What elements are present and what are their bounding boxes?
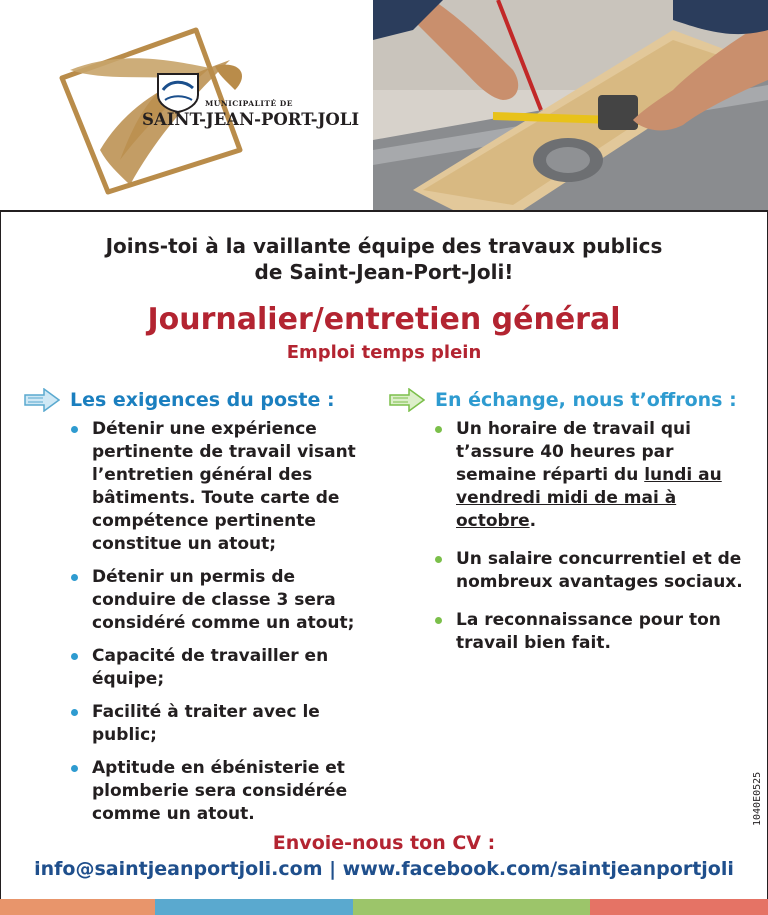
list-item: Aptitude en ébénisterie et plomberie sera considérée comme un atout. — [70, 757, 370, 826]
logo-subtitle: MUNICIPALITÉ DE — [205, 99, 294, 108]
offer-list — [434, 418, 744, 655]
list-item: Facilité à traiter avec le public; — [70, 701, 370, 747]
municipality-logo — [0, 0, 373, 210]
carpentry-photo — [373, 0, 768, 210]
intro-line-1: Joins-toi à la vaillante équipe des travaux publics — [105, 234, 663, 258]
list-item: Un salaire concurrentiel et de nombreux avantages sociaux. — [434, 548, 744, 594]
intro-text — [0, 233, 768, 285]
requirements-list — [70, 418, 370, 826]
intro-line-2: de Saint-Jean-Port-Joli! — [254, 260, 514, 284]
header — [0, 0, 768, 212]
offer-item-1-text: Un horaire de travail qui t’assure 40 heures par semaine réparti du — [456, 419, 691, 485]
offer-item-1-underlined: lundi au vendredi midi de mai à octobre — [456, 465, 722, 531]
job-type: Emploi temps plein — [286, 342, 482, 363]
requirements-heading-label: Les exigences du poste : — [70, 389, 335, 411]
footer-stripe-orange — [0, 899, 155, 915]
list-item — [434, 418, 744, 533]
footer-stripe-red — [590, 899, 768, 915]
logo-swoosh-icon — [0, 0, 373, 210]
logo-title: SAINT-JEAN-PORT-JOLI — [142, 110, 360, 129]
carpenter-measuring-image — [373, 0, 768, 210]
offer-item-1-end: . — [529, 511, 537, 531]
cv-call-to-action: Envoie-nous ton CV : — [272, 832, 496, 854]
requirements-heading — [24, 388, 335, 412]
offer-heading-label: En échange, nous t’offrons : — [435, 389, 737, 411]
list-item: Détenir un permis de conduire de classe 3 sera considéré comme un atout; — [70, 566, 370, 635]
job-title: Journalier/entretien général — [147, 302, 621, 337]
contact-line[interactable]: info@saintjeanportjoli.com | www.facebook.com/saintjeanportjoli — [34, 858, 734, 880]
footer-stripe-blue — [155, 899, 353, 915]
list-item: La reconnaissance pour ton travail bien fait. — [434, 609, 744, 655]
offer-heading — [389, 388, 737, 412]
list-item: Détenir une expérience pertinente de travail visant l’entretien général des bâtiments. Toute carte de compétence pertinente constitue un atout; — [70, 418, 370, 556]
footer-stripe-green — [353, 899, 590, 915]
ad-code: 1040E0525 — [752, 771, 763, 826]
arrow-right-icon — [24, 388, 60, 412]
arrow-right-icon — [389, 388, 425, 412]
list-item: Capacité de travailler en équipe; — [70, 645, 370, 691]
